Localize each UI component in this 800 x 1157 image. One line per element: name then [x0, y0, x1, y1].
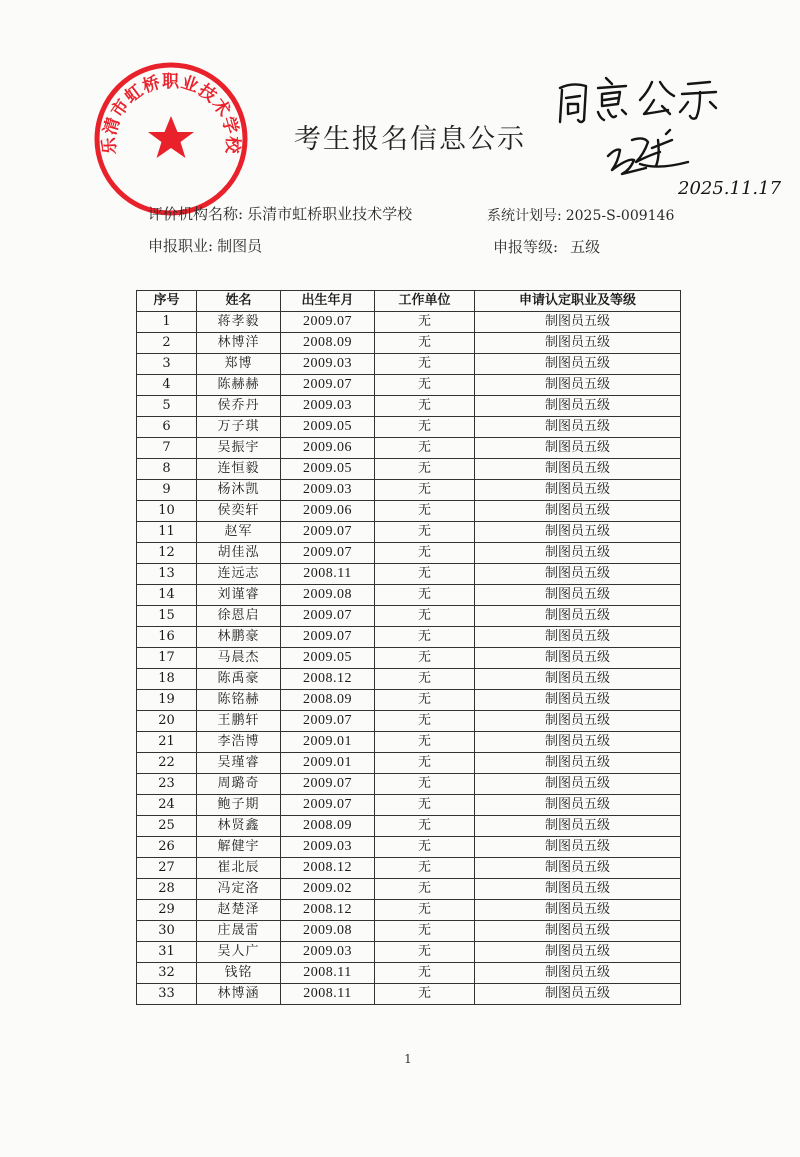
cell-birth: 2008.12: [281, 900, 375, 921]
cell-birth: 2009.03: [281, 480, 375, 501]
roster-table-container: [136, 290, 681, 1005]
table-row: [137, 438, 681, 459]
plan-line: [487, 205, 674, 225]
cell-index: 32: [137, 963, 197, 984]
cell-birth: 2009.07: [281, 312, 375, 333]
table-row: [137, 375, 681, 396]
table-row: [137, 543, 681, 564]
svg-text:乐清市虹桥职业技术学校: 乐清市虹桥职业技术学校: [99, 71, 243, 155]
cell-birth: 2009.07: [281, 375, 375, 396]
roster-table-body: [137, 312, 681, 1005]
cell-birth: 2009.07: [281, 606, 375, 627]
table-row: [137, 564, 681, 585]
table-row: [137, 690, 681, 711]
table-header-row: [137, 291, 681, 312]
cell-name: 赵军: [197, 522, 281, 543]
cell-occupation: 制图员五级: [475, 858, 681, 879]
cell-name: 林博涵: [197, 984, 281, 1005]
cell-occupation: 制图员五级: [475, 984, 681, 1005]
cell-employer: 无: [375, 837, 475, 858]
table-row: [137, 921, 681, 942]
cell-birth: 2009.05: [281, 648, 375, 669]
cell-employer: 无: [375, 564, 475, 585]
cell-occupation: 制图员五级: [475, 606, 681, 627]
cell-name: 王鹏轩: [197, 711, 281, 732]
cell-name: 胡佳泓: [197, 543, 281, 564]
cell-name: 解健宇: [197, 837, 281, 858]
cell-birth: 2009.01: [281, 753, 375, 774]
page-title: 考生报名信息公示: [294, 124, 526, 155]
cell-index: 25: [137, 816, 197, 837]
org-value: 乐清市虹桥职业技术学校: [247, 205, 413, 223]
cell-name: 侯奕轩: [197, 501, 281, 522]
cell-name: 吴人广: [197, 942, 281, 963]
table-row: [137, 606, 681, 627]
table-row: [137, 879, 681, 900]
cell-employer: 无: [375, 333, 475, 354]
cell-birth: 2009.07: [281, 711, 375, 732]
cell-name: 林鹏豪: [197, 627, 281, 648]
table-row: [137, 480, 681, 501]
cell-index: 11: [137, 522, 197, 543]
table-row: [137, 858, 681, 879]
cell-birth: 2008.09: [281, 333, 375, 354]
cell-occupation: 制图员五级: [475, 459, 681, 480]
cell-name: 赵楚泽: [197, 900, 281, 921]
job-label: 申报职业:: [148, 237, 214, 255]
cell-index: 27: [137, 858, 197, 879]
table-row: [137, 669, 681, 690]
table-row: [137, 417, 681, 438]
cell-employer: 无: [375, 606, 475, 627]
cell-birth: 2009.07: [281, 522, 375, 543]
cell-name: 徐恩启: [197, 606, 281, 627]
cell-index: 1: [137, 312, 197, 333]
cell-name: 刘谨睿: [197, 585, 281, 606]
cell-index: 7: [137, 438, 197, 459]
cell-employer: 无: [375, 774, 475, 795]
cell-occupation: 制图员五级: [475, 543, 681, 564]
cell-index: 5: [137, 396, 197, 417]
cell-index: 19: [137, 690, 197, 711]
cell-birth: 2008.09: [281, 816, 375, 837]
table-row: [137, 522, 681, 543]
cell-birth: 2009.07: [281, 543, 375, 564]
cell-birth: 2009.07: [281, 774, 375, 795]
table-row: [137, 396, 681, 417]
cell-employer: 无: [375, 501, 475, 522]
plan-label: 系统计划号:: [487, 208, 562, 224]
table-row: [137, 816, 681, 837]
cell-occupation: 制图员五级: [475, 585, 681, 606]
cell-name: 陈禹豪: [197, 669, 281, 690]
cell-birth: 2008.12: [281, 669, 375, 690]
cell-index: 30: [137, 921, 197, 942]
org-label: 评价机构名称:: [148, 205, 244, 223]
cell-occupation: 制图员五级: [475, 732, 681, 753]
cell-occupation: 制图员五级: [475, 438, 681, 459]
cell-occupation: 制图员五级: [475, 711, 681, 732]
cell-occupation: 制图员五级: [475, 669, 681, 690]
cell-birth: 2009.05: [281, 417, 375, 438]
table-row: [137, 963, 681, 984]
table-row: [137, 585, 681, 606]
cell-employer: 无: [375, 690, 475, 711]
cell-employer: 无: [375, 648, 475, 669]
cell-name: 连恒毅: [197, 459, 281, 480]
cell-index: 22: [137, 753, 197, 774]
job-value: 制图员: [217, 237, 263, 255]
cell-birth: 2009.07: [281, 795, 375, 816]
cell-employer: 无: [375, 753, 475, 774]
table-row: [137, 333, 681, 354]
cell-name: 鲍子期: [197, 795, 281, 816]
cell-employer: 无: [375, 921, 475, 942]
table-row: [137, 753, 681, 774]
plan-value: 2025-S-009146: [565, 208, 675, 224]
cell-employer: 无: [375, 732, 475, 753]
cell-birth: 2009.03: [281, 354, 375, 375]
cell-name: 万子琪: [197, 417, 281, 438]
cell-employer: 无: [375, 417, 475, 438]
roster-table: [136, 290, 681, 1005]
cell-name: 侯乔丹: [197, 396, 281, 417]
header-index: 序号: [137, 291, 197, 312]
cell-employer: 无: [375, 711, 475, 732]
cell-employer: 无: [375, 900, 475, 921]
cell-employer: 无: [375, 480, 475, 501]
table-row: [137, 648, 681, 669]
cell-occupation: 制图员五级: [475, 753, 681, 774]
cell-birth: 2009.05: [281, 459, 375, 480]
cell-occupation: 制图员五级: [475, 837, 681, 858]
cell-employer: 无: [375, 627, 475, 648]
cell-occupation: 制图员五级: [475, 627, 681, 648]
table-row: [137, 984, 681, 1005]
cell-name: 林博洋: [197, 333, 281, 354]
cell-occupation: 制图员五级: [475, 501, 681, 522]
table-row: [137, 627, 681, 648]
cell-birth: 2008.11: [281, 984, 375, 1005]
cell-index: 8: [137, 459, 197, 480]
cell-occupation: 制图员五级: [475, 690, 681, 711]
table-row: [137, 711, 681, 732]
cell-employer: 无: [375, 963, 475, 984]
cell-index: 9: [137, 480, 197, 501]
cell-employer: 无: [375, 795, 475, 816]
cell-name: 冯定洛: [197, 879, 281, 900]
cell-name: 蒋孝毅: [197, 312, 281, 333]
cell-occupation: 制图员五级: [475, 417, 681, 438]
cell-name: 陈赫赫: [197, 375, 281, 396]
cell-occupation: 制图员五级: [475, 921, 681, 942]
level-value: 五级: [570, 238, 601, 256]
table-row: [137, 501, 681, 522]
cell-birth: 2009.06: [281, 438, 375, 459]
job-line: [148, 235, 262, 256]
header-employer: 工作单位: [375, 291, 475, 312]
cell-name: 李浩博: [197, 732, 281, 753]
cell-index: 24: [137, 795, 197, 816]
cell-employer: 无: [375, 669, 475, 690]
cell-birth: 2008.11: [281, 963, 375, 984]
cell-index: 31: [137, 942, 197, 963]
cell-name: 连远志: [197, 564, 281, 585]
table-row: [137, 795, 681, 816]
org-line: [148, 203, 412, 224]
cell-index: 15: [137, 606, 197, 627]
cell-name: 林贤鑫: [197, 816, 281, 837]
cell-index: 4: [137, 375, 197, 396]
table-row: [137, 312, 681, 333]
cell-employer: 无: [375, 543, 475, 564]
cell-name: 钱铭: [197, 963, 281, 984]
cell-employer: 无: [375, 585, 475, 606]
cell-occupation: 制图员五级: [475, 879, 681, 900]
cell-occupation: 制图员五级: [475, 942, 681, 963]
cell-employer: 无: [375, 354, 475, 375]
cell-occupation: 制图员五级: [475, 648, 681, 669]
cell-birth: 2008.11: [281, 564, 375, 585]
cell-employer: 无: [375, 396, 475, 417]
cell-birth: 2008.09: [281, 690, 375, 711]
cell-birth: 2009.03: [281, 396, 375, 417]
cell-index: 29: [137, 900, 197, 921]
cell-employer: 无: [375, 459, 475, 480]
cell-index: 18: [137, 669, 197, 690]
cell-name: 陈铭赫: [197, 690, 281, 711]
cell-birth: 2009.02: [281, 879, 375, 900]
cell-index: 12: [137, 543, 197, 564]
cell-index: 20: [137, 711, 197, 732]
cell-index: 10: [137, 501, 197, 522]
cell-birth: 2009.06: [281, 501, 375, 522]
table-row: [137, 459, 681, 480]
cell-name: 庄晟雷: [197, 921, 281, 942]
cell-occupation: 制图员五级: [475, 522, 681, 543]
cell-occupation: 制图员五级: [475, 774, 681, 795]
table-row: [137, 900, 681, 921]
cell-occupation: 制图员五级: [475, 564, 681, 585]
cell-index: 23: [137, 774, 197, 795]
cell-index: 13: [137, 564, 197, 585]
cell-index: 33: [137, 984, 197, 1005]
cell-employer: 无: [375, 879, 475, 900]
cell-birth: 2009.08: [281, 921, 375, 942]
cell-index: 26: [137, 837, 197, 858]
cell-index: 16: [137, 627, 197, 648]
cell-name: 马晨杰: [197, 648, 281, 669]
level-line: [493, 236, 600, 257]
cell-name: 杨沐凯: [197, 480, 281, 501]
cell-index: 2: [137, 333, 197, 354]
cell-employer: 无: [375, 984, 475, 1005]
page-number: 1: [404, 1052, 412, 1066]
cell-employer: 无: [375, 438, 475, 459]
table-row: [137, 837, 681, 858]
cell-index: 28: [137, 879, 197, 900]
cell-employer: 无: [375, 816, 475, 837]
cell-occupation: 制图员五级: [475, 963, 681, 984]
cell-occupation: 制图员五级: [475, 795, 681, 816]
cell-index: 14: [137, 585, 197, 606]
cell-name: 吴振宇: [197, 438, 281, 459]
level-label: 申报等级:: [493, 238, 559, 256]
cell-index: 3: [137, 354, 197, 375]
cell-birth: 2008.12: [281, 858, 375, 879]
header-birth: 出生年月: [281, 291, 375, 312]
cell-name: 周璐奇: [197, 774, 281, 795]
cell-name: 吴瑾睿: [197, 753, 281, 774]
cell-birth: 2009.03: [281, 942, 375, 963]
cell-employer: 无: [375, 522, 475, 543]
cell-occupation: 制图员五级: [475, 480, 681, 501]
cell-occupation: 制图员五级: [475, 354, 681, 375]
cell-occupation: 制图员五级: [475, 333, 681, 354]
cell-occupation: 制图员五级: [475, 900, 681, 921]
handwritten-date: 2025.11.17: [678, 178, 782, 199]
cell-birth: 2009.01: [281, 732, 375, 753]
cell-index: 17: [137, 648, 197, 669]
cell-birth: 2009.08: [281, 585, 375, 606]
cell-birth: 2009.03: [281, 837, 375, 858]
cell-employer: 无: [375, 942, 475, 963]
table-row: [137, 774, 681, 795]
cell-employer: 无: [375, 858, 475, 879]
cell-occupation: 制图员五级: [475, 375, 681, 396]
cell-employer: 无: [375, 312, 475, 333]
table-row: [137, 732, 681, 753]
cell-occupation: 制图员五级: [475, 312, 681, 333]
table-row: [137, 354, 681, 375]
cell-occupation: 制图员五级: [475, 816, 681, 837]
cell-name: 崔北辰: [197, 858, 281, 879]
header-occupation: 申请认定职业及等级: [475, 291, 681, 312]
header-name: 姓名: [197, 291, 281, 312]
cell-index: 21: [137, 732, 197, 753]
cell-occupation: 制图员五级: [475, 396, 681, 417]
cell-employer: 无: [375, 375, 475, 396]
cell-index: 6: [137, 417, 197, 438]
table-row: [137, 942, 681, 963]
cell-name: 郑博: [197, 354, 281, 375]
cell-birth: 2009.07: [281, 627, 375, 648]
